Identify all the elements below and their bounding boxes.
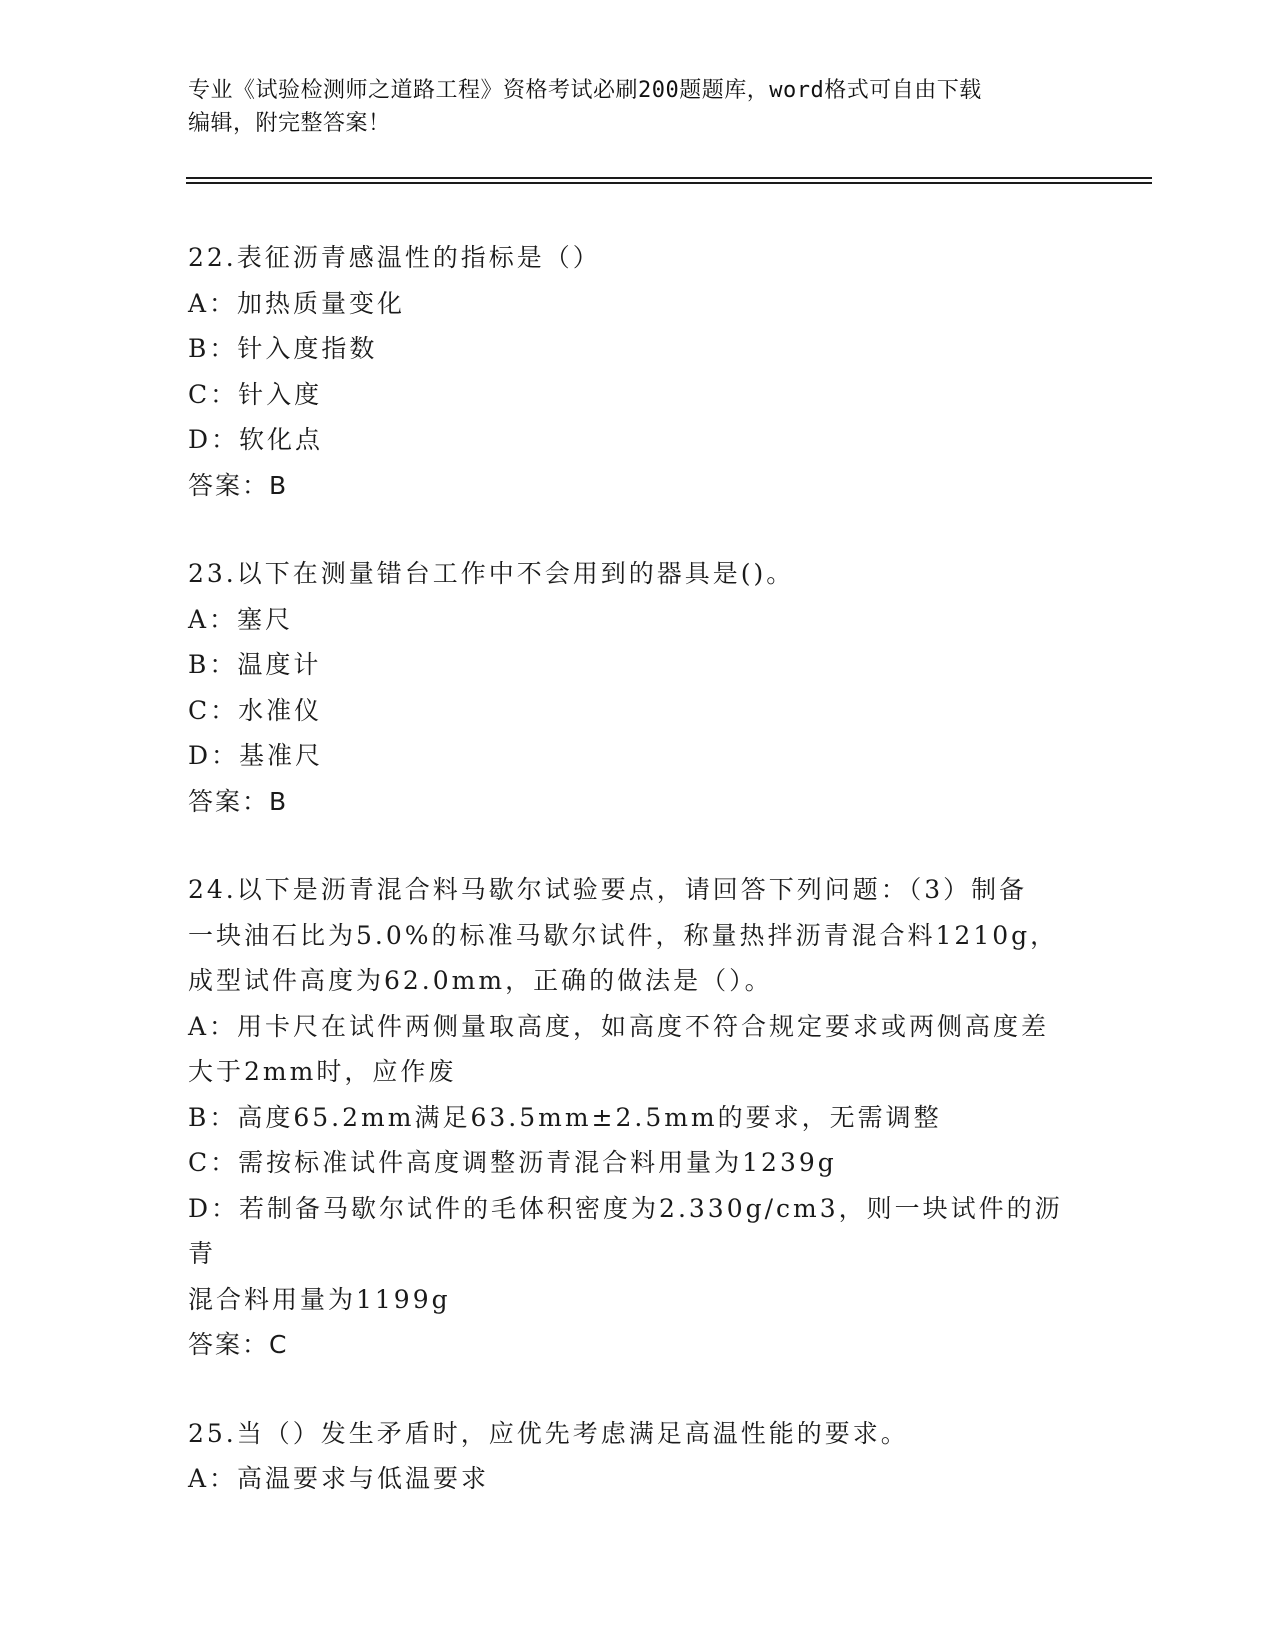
- option-line: A：加热质量变化: [188, 288, 406, 318]
- answer-option: [188, 372, 1088, 418]
- answer-option: [188, 1456, 1088, 1502]
- answer-option: [188, 1140, 1088, 1186]
- answer-option: [188, 642, 1088, 688]
- answer-option: [188, 688, 1088, 734]
- option-line: D：若制备马歇尔试件的毛体积密度为2.330g/cm3，则一块试件的沥青: [188, 1193, 1063, 1268]
- option-line: C：针入度: [188, 379, 323, 409]
- question-stem-line: 成型试件高度为62.0mm，正确的做法是（）。: [188, 966, 773, 995]
- question-block: [188, 867, 1088, 1368]
- header-divider-bottom: [186, 182, 1152, 184]
- question-stem-line: 一块油石比为5.0%的标准马歇尔试件，称量热拌沥青混合料1210g，: [188, 920, 1059, 950]
- option-line: B：高度65.2mm满足63.5mm±2.5mm的要求，无需调整: [188, 1102, 942, 1132]
- header-line-2: 编辑，附完整答案！: [188, 111, 391, 136]
- option-line: 混合料用量为1199g: [188, 1284, 451, 1314]
- answer-key: 答案：C: [188, 1330, 289, 1359]
- option-line: B：针入度指数: [188, 334, 378, 363]
- question-stem-line: 25.当（）发生矛盾时，应优先考虑满足高温性能的要求。: [188, 1418, 909, 1448]
- option-line: D：基准尺: [188, 741, 324, 770]
- question-block: [188, 1411, 1088, 1502]
- option-line: B：温度计: [188, 650, 322, 679]
- answer-option: [188, 1186, 1088, 1323]
- answer-option: [188, 417, 1088, 463]
- answer-option: [188, 326, 1088, 372]
- option-line: A：塞尺: [188, 604, 294, 634]
- question-block: [188, 551, 1088, 824]
- question-block: [188, 235, 1088, 508]
- option-line: A：高温要求与低温要求: [188, 1464, 490, 1493]
- question-list: [188, 235, 1088, 1545]
- header-line-1: 专业《试验检测师之道路工程》资格考试必刷200题题库，word格式可自由下载: [188, 78, 982, 103]
- answer-option: [188, 1004, 1088, 1095]
- option-line: 大于2mm时，应作废: [188, 1057, 457, 1086]
- answer-option: [188, 597, 1088, 643]
- option-line: C：需按标准试件高度调整沥青混合料用量为1239g: [188, 1148, 837, 1177]
- document-header: [188, 74, 1088, 140]
- question-stem-line: 24.以下是沥青混合料马歇尔试验要点，请回答下列问题：（3）制备: [188, 875, 1028, 904]
- question-stem-line: 23.以下在测量错台工作中不会用到的器具是()。: [188, 559, 795, 588]
- header-divider-top: [186, 177, 1152, 179]
- option-line: C：水准仪: [188, 695, 323, 725]
- option-line: A：用卡尺在试件两侧量取高度，如高度不符合规定要求或两侧高度差: [188, 1011, 1050, 1041]
- question-stem-line: 22.表征沥青感温性的指标是（）: [188, 243, 601, 272]
- answer-key: 答案：B: [188, 470, 289, 500]
- answer-key: 答案：B: [188, 786, 289, 816]
- answer-option: [188, 1095, 1088, 1141]
- answer-option: [188, 281, 1088, 327]
- option-line: D：软化点: [188, 425, 324, 454]
- answer-option: [188, 733, 1088, 779]
